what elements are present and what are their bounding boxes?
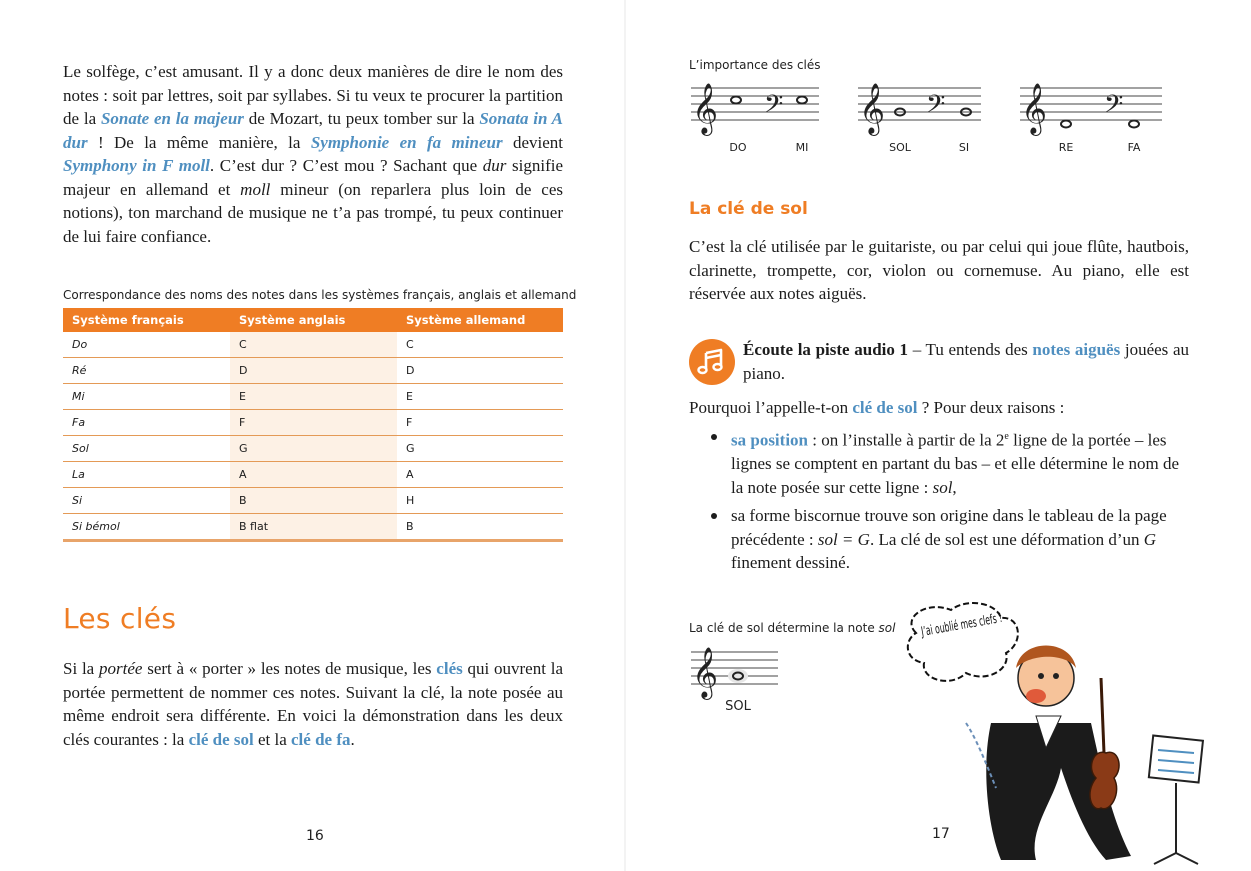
intro-text-6: signifie majeur en allemand et (63, 156, 563, 199)
treble-clef-icon: 𝄞 (1021, 83, 1048, 134)
intro-text-2: de Mozart, tu peux tomber sur la (243, 109, 480, 128)
header-german: Système allemand (397, 308, 563, 332)
page-number-right: 17 (932, 826, 950, 842)
keyword-cle-de-sol-2: clé de sol (852, 398, 918, 417)
cell-english: G (230, 436, 397, 462)
cell-french: Do (63, 332, 230, 358)
keyword-symphony: Symphony in F moll (63, 156, 210, 175)
bass-clef-icon: 𝄢 (1104, 90, 1124, 125)
bullet1-superscript: e (1004, 431, 1009, 442)
cles-text-2: sert à « porter » les notes de musique, les (142, 659, 437, 678)
why-text-2: ? Pour deux raisons : (917, 398, 1065, 417)
treble-clef-sol-staff (686, 640, 786, 720)
music-note-icon (689, 339, 735, 385)
intro-italic-moll: moll (240, 179, 271, 199)
list-item (709, 504, 1189, 575)
cles-italic-portee: portée (99, 659, 143, 678)
bullet1-text-2: ligne de la portée – les lignes se comptent en partant du bas – et elle détermine le nom de la note posée sur cette ligne : (731, 430, 1179, 497)
cell-english: C (230, 332, 397, 358)
section-heading-les-cles: Les clés (63, 602, 177, 635)
bass-clef-icon: 𝄢 (926, 90, 946, 125)
intro-text-3: ! De la même manière, la (87, 132, 311, 152)
cell-english: F (230, 410, 397, 436)
treble-clef-icon: 𝄞 (692, 647, 719, 698)
list-item (709, 425, 1189, 499)
music-stand (1149, 735, 1203, 864)
whole-note (1061, 121, 1071, 128)
cell-english: B (230, 488, 397, 514)
audio-text-2: jouées au piano. (743, 340, 1189, 383)
right-page (626, 0, 1251, 871)
table-row (63, 358, 563, 384)
cell-french: Si bémol (63, 514, 230, 541)
table-row (63, 436, 563, 462)
keyword-notes-aigues: notes aiguës (1032, 340, 1121, 359)
header-french: Système français (63, 308, 230, 332)
staff-label: FA (1127, 141, 1141, 154)
keyword-sonate: Sonate en la majeur (100, 109, 244, 128)
cell-french: Ré (63, 358, 230, 384)
bass-clef-icon: 𝄢 (764, 90, 784, 125)
section-heading-cle-de-sol: La clé de sol (689, 199, 808, 219)
table-row (63, 514, 563, 541)
cell-french: Sol (63, 436, 230, 462)
treble-clef-icon: 𝄞 (859, 83, 886, 134)
cell-german: H (397, 488, 563, 514)
cell-german: E (397, 384, 563, 410)
staff-label: DO (729, 141, 747, 154)
table-row (63, 410, 563, 436)
cell-german: C (397, 332, 563, 358)
keyword-cle-de-sol: clé de sol (188, 729, 254, 749)
table-row (63, 384, 563, 410)
audio-track-title: Écoute la piste audio 1 (743, 340, 909, 359)
table-row (63, 488, 563, 514)
sol-label: SOL (725, 699, 751, 714)
bullet2-text-1: sa forme biscornue trouve son origine dans le tableau de la page précédente : (731, 506, 1167, 549)
cell-french: Si (63, 488, 230, 514)
keyword-cle-de-fa: clé de fa (291, 729, 351, 749)
audio-paragraph (743, 338, 1189, 385)
treble-clef-icon: 𝄞 (692, 83, 719, 134)
table-row (63, 332, 563, 358)
table-caption: Correspondance des noms des notes dans les systèmes français, anglais et allemand (63, 288, 577, 302)
cell-german: G (397, 436, 563, 462)
table-row (63, 462, 563, 488)
sol-caption-text: La clé de sol détermine la note (689, 621, 879, 635)
keyword-sa-position: sa position (731, 430, 808, 450)
cles-text-5: . (350, 729, 355, 749)
cell-english: E (230, 384, 397, 410)
bullet2-italic-sol-g: sol = G (817, 529, 870, 549)
cell-english: B flat (230, 514, 397, 541)
reasons-list (709, 425, 1189, 580)
audio-track-badge (689, 339, 735, 385)
staff-label: SI (958, 141, 970, 154)
intro-paragraph (63, 60, 563, 248)
keyword-cles: clés (436, 659, 463, 678)
note-highlight (728, 669, 748, 683)
whole-note (731, 97, 741, 104)
cles-paragraph (63, 657, 563, 751)
keyword-sonata: Sonata in A dur (63, 109, 563, 152)
cles-text-4: et la (253, 729, 292, 749)
left-page (0, 0, 625, 871)
speech-bubble-text: J’ai oublié mes clefs ! (920, 601, 1060, 640)
keyword-symphonie: Symphonie en fa mineur (310, 132, 503, 152)
intro-text-5: . C’est dur ? C’est mou ? Sachant que (209, 156, 483, 175)
staff-caption: L’importance des clés (689, 58, 821, 72)
table-header-row (63, 308, 563, 332)
staff-label: RE (1058, 141, 1074, 154)
cell-english: A (230, 462, 397, 488)
cell-german: F (397, 410, 563, 436)
cle-de-sol-paragraph: C’est la clé utilisée par le guitariste, ou par celui qui joue flûte, hautbois, clarinette, trompette, cor, violon ou cornemuse. Au piano, elle est réservée aux notes aiguës. (689, 237, 1189, 303)
cles-text-1: Si la (63, 659, 100, 678)
sol-caption (689, 621, 895, 635)
header-english: Système anglais (230, 308, 397, 332)
bullet1-italic-sol: sol (932, 477, 953, 497)
bullet2-italic-g: G (1143, 529, 1157, 549)
cell-german: A (397, 462, 563, 488)
why-text-1: Pourquoi l’appelle-t-on (689, 398, 853, 417)
page-number-left: 16 (306, 828, 324, 844)
sol-caption-italic: sol (878, 621, 896, 635)
intro-text-4: devient (502, 132, 563, 152)
clef-comparison-staves (686, 78, 1206, 178)
cell-french: La (63, 462, 230, 488)
staff-label: SOL (889, 141, 911, 154)
whole-note (797, 97, 807, 104)
cles-text-3: qui ouvrent la portée permettent de nommer ces notes. Suivant la clé, la note posée au même endroit sera différente. En voici la démonstration dans les deux clés courantes : la (63, 659, 563, 749)
staff-label: MI (795, 141, 809, 154)
cell-german: D (397, 358, 563, 384)
cell-french: Fa (63, 410, 230, 436)
cell-french: Mi (63, 384, 230, 410)
violinist-figure (966, 646, 1131, 861)
bullet2-text-3: finement dessiné. (731, 553, 850, 573)
cell-german: B (397, 514, 563, 541)
whole-note (1129, 121, 1139, 128)
audio-text-1: – Tu entends des (908, 340, 1033, 359)
bullet1-text-1: : on l’installe à partir de la 2 (808, 430, 1005, 450)
intro-text-7: mineur (on reparlera plus loin de ces notions), ton marchand de musique ne t’a pas trompé, tu peux continuer de lui faire confiance. (63, 179, 563, 246)
cell-english: D (230, 358, 397, 384)
intro-italic-dur: dur (482, 156, 507, 175)
intro-text-1: Le solfège, c’est amusant. Il y a donc deux manières de dire le nom des notes : soit par lettres, soit par syllabes. Si tu veux te procurer la partition de la (63, 62, 563, 128)
bullet1-text-3: , (952, 477, 957, 497)
why-paragraph (689, 396, 1189, 420)
bullet2-text-2: . La clé de sol est une déformation d’un (869, 529, 1144, 549)
note-names-table (63, 308, 563, 542)
